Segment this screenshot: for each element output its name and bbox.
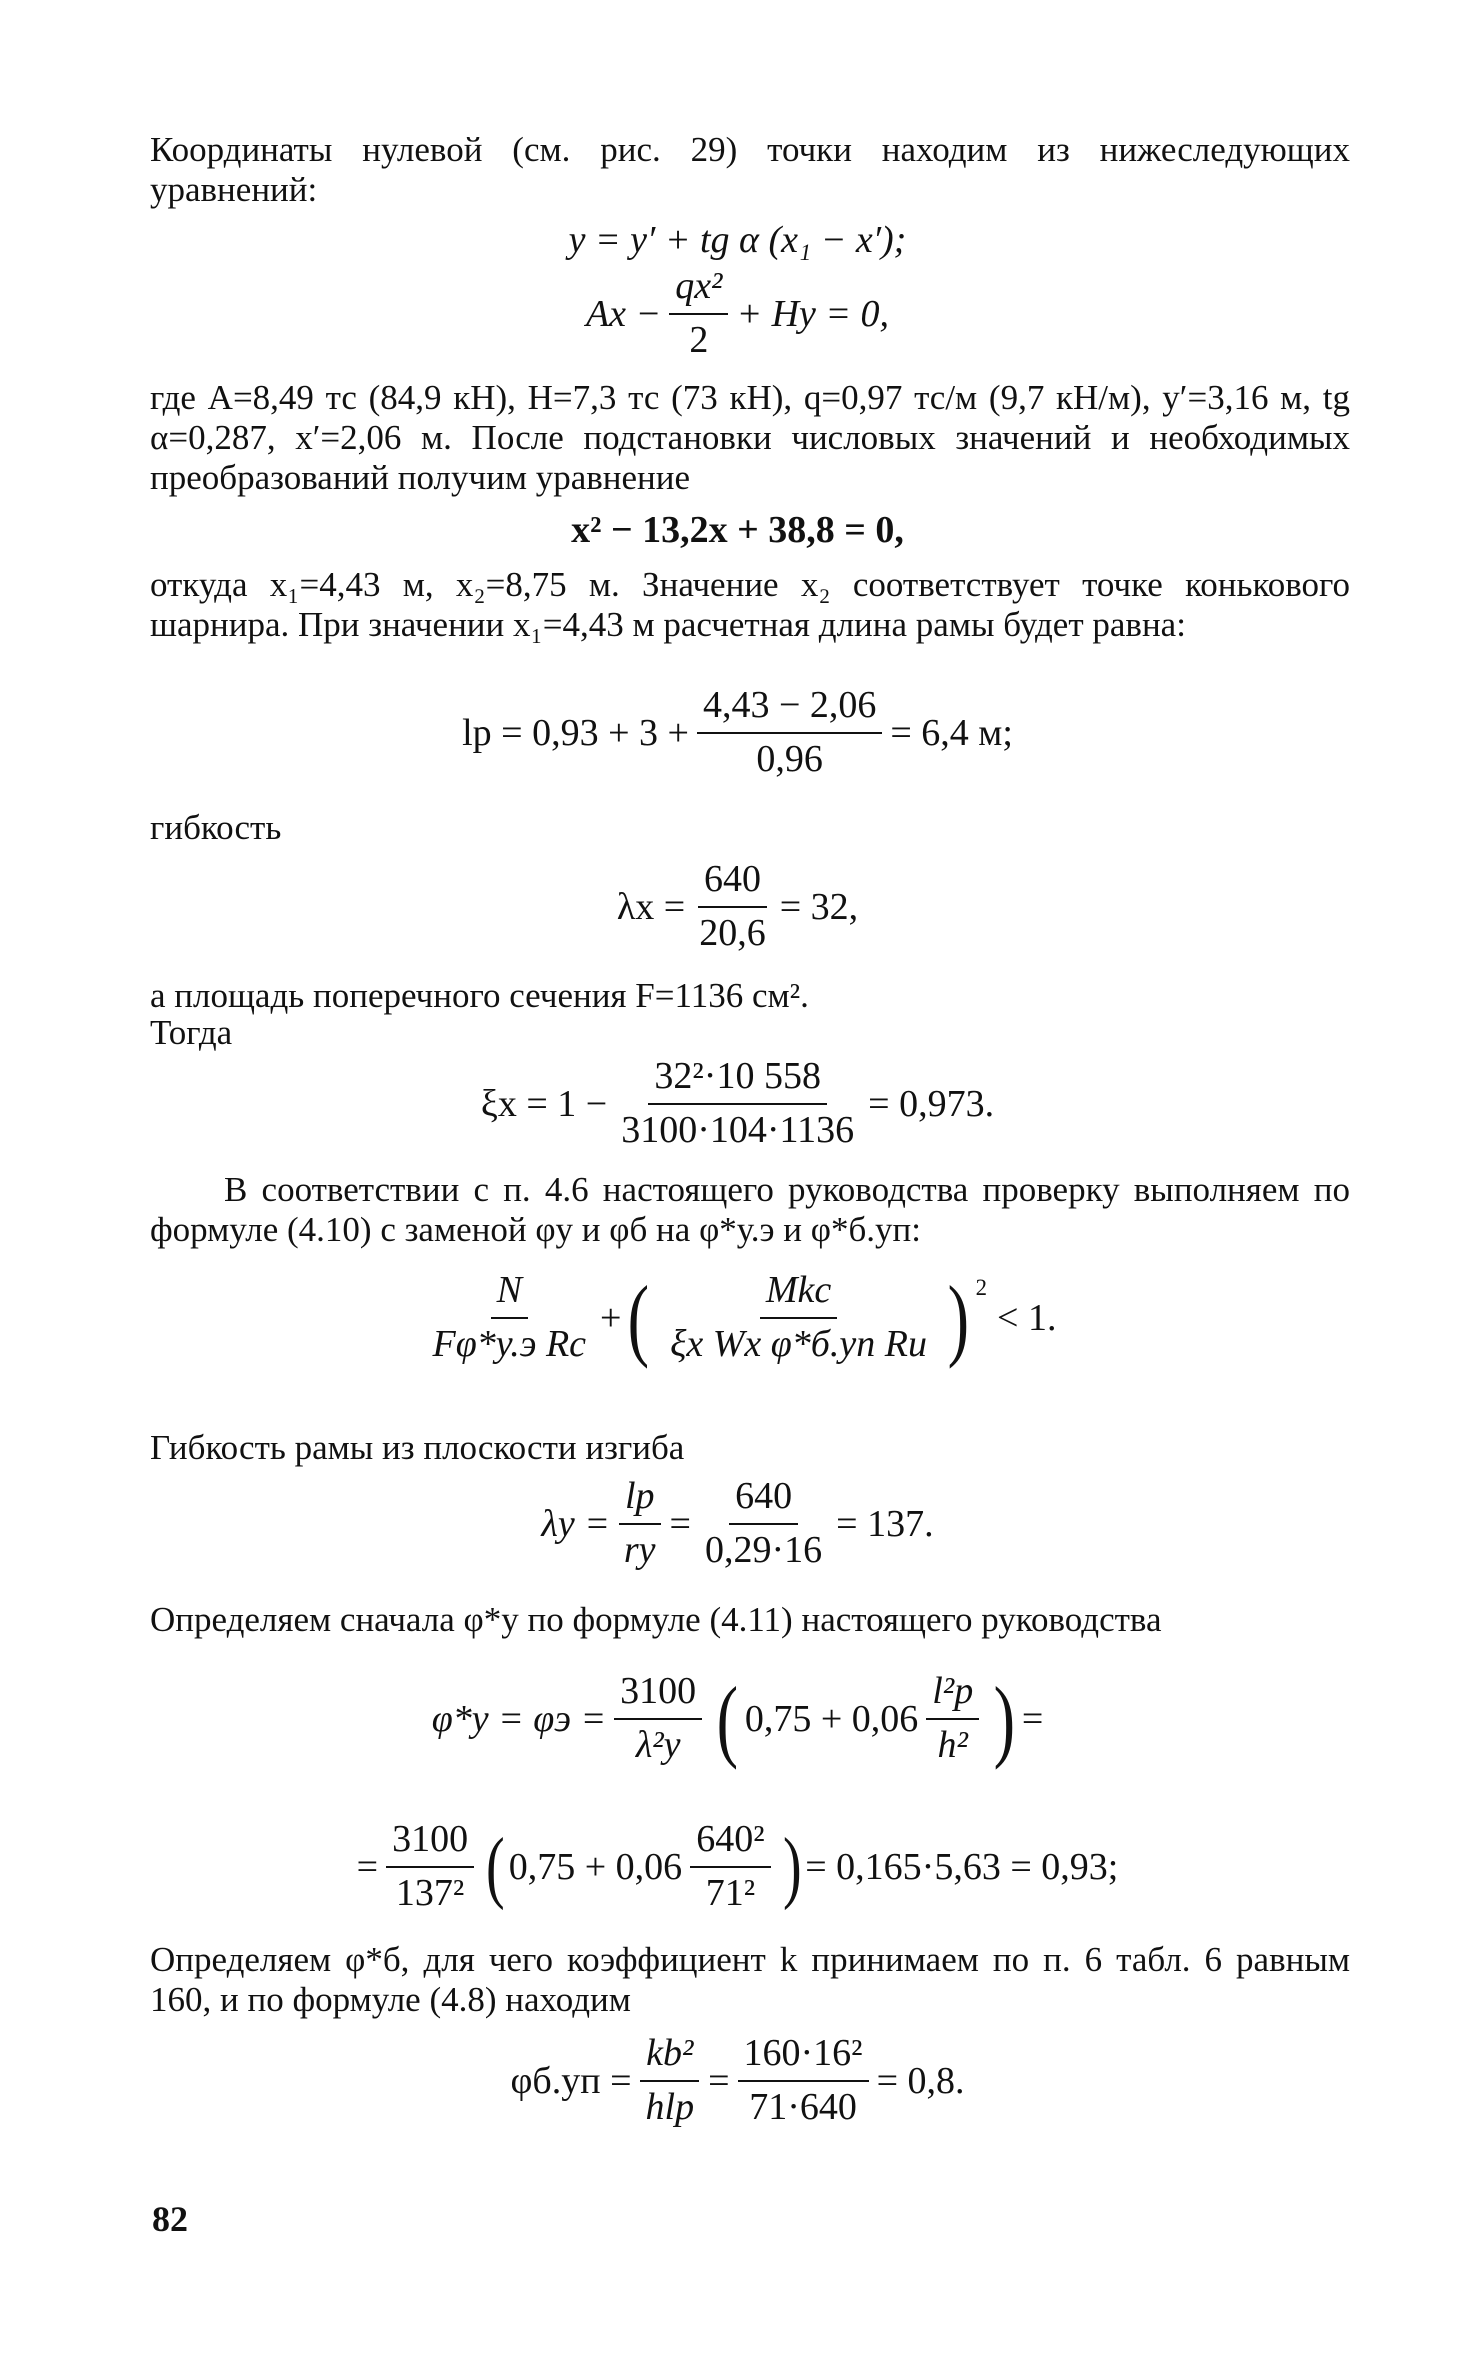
eq2-denominator: 2 [689,318,709,361]
lambda-x-numerator: 640 [698,858,767,908]
equation-phi-y-2: = $\frac{3100}{\text{137²}}$ ( 0,75 + 0,06 $\frac{\text{640²}}{\text{71²}}$ ) = 0,165·5,63 = 0,93; [356,1818,1119,1914]
lp-denominator: 0,96 [756,737,823,780]
check-numerator-2: Mkс [760,1269,837,1319]
paragraph-then: Тогда [150,1013,233,1052]
lambda-y-numerator-1: lр [619,1475,661,1525]
equation-y [0,218,1475,262]
phi-y1-numerator-2: l²р [926,1670,979,1720]
phi-y2-lhs: = [356,1845,379,1888]
phi-b-equals: = [708,2059,730,2102]
equation-xi-x [0,1055,1475,1152]
phi-y1-lhs: φ*y = φэ = [431,1697,607,1740]
lambda-x-lhs: λx = [616,885,686,928]
eq2-lhs: Ax − [585,292,662,335]
check-numerator-1: N [491,1269,528,1319]
eq3-text: x² − 13,2x + 38,8 = 0, [571,509,904,551]
equation-lambda-y [0,1475,1475,1572]
page-number: 82 [152,2199,188,2239]
lambda-x-denominator: 20,6 [699,911,766,954]
xi-x-rhs: = 0,973. [868,1082,995,1125]
lambda-y-lhs: λy = [541,1502,610,1545]
phi-y2-denominator-1: 137² [395,1871,465,1914]
xi-x-numerator: 32²·10 558 [648,1055,827,1105]
paragraph-intro: Координаты нулевой (см. рис. 29) точки находим из нижеследующих уравнений: [150,130,1350,209]
equation-quadratic [0,508,1475,552]
eq2-numerator: qx² [669,265,728,315]
paragraph-check: В соответствии с п. 4.6 настоящего руководства проверку выполняем по формуле (4.10) с заменой φу и φб на φ*у.э и φ*б.уп: [150,1170,1350,1249]
lp-lhs: lр = 0,93 + 3 + [462,711,689,754]
paragraph-roots: откуда x₁=4,43 м, x₂=8,75 м. Значение x₂ соответствует точке конькового шарнира. При значении x₁=4,43 м расчетная длина рамы будет равна: [150,565,1350,644]
equation-lambda-x [0,858,1475,955]
xi-x-denominator: 3100·104·1136 [621,1108,855,1151]
check-rhs: < 1. [997,1296,1057,1339]
phi-y1-denominator-1: λ²y [635,1723,681,1766]
check-denominator-1: Fφ*у.э Rс [432,1322,587,1365]
lambda-x-rhs: = 32, [779,885,859,928]
phi-b-lhs: φб.уп = [510,2059,632,2102]
phi-b-denominator-1: hlр [645,2085,695,2128]
paragraph-area: а площадь поперечного сечения F=1136 см². [150,976,809,1015]
lambda-y-numerator-2: 640 [729,1475,798,1525]
paragraph-where: где A=8,49 тс (84,9 кН), H=7,3 тс (73 кН), q=0,97 тс/м (9,7 кН/м), y′=3,16 м, tg α=0,287, x′=2,06 м. После подстановки числовых значений и необходимых преобразований получим уравнение [150,378,1350,497]
check-denominator-2: ξx Wx φ*б.уп Rи [670,1322,927,1365]
phi-b-numerator-2: 160·16² [738,2032,869,2082]
phi-y1-rhs: = [1021,1697,1044,1740]
paragraph-flexibility: гибкость [150,808,282,847]
phi-b-numerator-1: kb² [640,2032,699,2082]
phi-y2-rhs: = 0,165·5,63 = 0,93; [805,1845,1119,1888]
paragraph-phi-y-first: Определяем сначала φ*у по формуле (4.11) настоящего руководства [150,1600,1162,1639]
phi-y2-numerator-2: 640² [690,1818,770,1868]
phi-y2-denominator-2: 71² [705,1871,756,1914]
lp-numerator: 4,43 − 2,06 [697,684,882,734]
phi-b-denominator-2: 71·640 [749,2085,857,2128]
lambda-y-rhs: = 137. [836,1502,934,1545]
equation-ax [0,265,1475,362]
lambda-y-denominator-2: 0,29·16 [704,1528,823,1571]
lambda-y-denominator-1: rу [623,1528,656,1571]
phi-y2-inner: 0,75 + 0,06 [508,1845,683,1888]
eq2-rhs: + Hy = 0, [736,292,890,335]
lambda-y-equals: = [669,1502,691,1545]
phi-b-rhs: = 0,8. [876,2059,965,2102]
phi-y1-denominator-2: h² [937,1723,968,1766]
phi-y1-numerator-1: 3100 [614,1670,702,1720]
equation-lp [0,684,1475,781]
lp-rhs: = 6,4 м; [890,711,1013,754]
check-plus: + [600,1296,622,1339]
paragraph-phi-b: Определяем φ*б, для чего коэффициент k принимаем по п. 6 табл. 6 равным 160, и по формуле (4.8) находим [150,1940,1350,2019]
equation-phi-y-1: φ*y = φэ = $\frac{3100}{\text{λ²y}}$ ( 0,75 + 0,06 $\frac{\text{l²р}}{\text{h²}}$ ) = [431,1667,1044,1770]
equation-phi-b [0,2032,1475,2129]
equation-y-text: y = y′ + tg α (x₁ − x′); [568,219,907,261]
paragraph-out-of-plane: Гибкость рамы из плоскости изгиба [150,1428,685,1467]
xi-x-lhs: ξx = 1 − [480,1082,608,1125]
phi-y1-inner: 0,75 + 0,06 [744,1697,919,1740]
equation-stability-check: $\frac{N}{\text{Fφ*у.э Rс}}$ + ( $\frac{\text{Mkс}}{\text{ξx Wx φ*б.уп Rи}}$ ) $^2$ < 1. [0,1268,1475,1366]
phi-y2-numerator-1: 3100 [386,1818,474,1868]
